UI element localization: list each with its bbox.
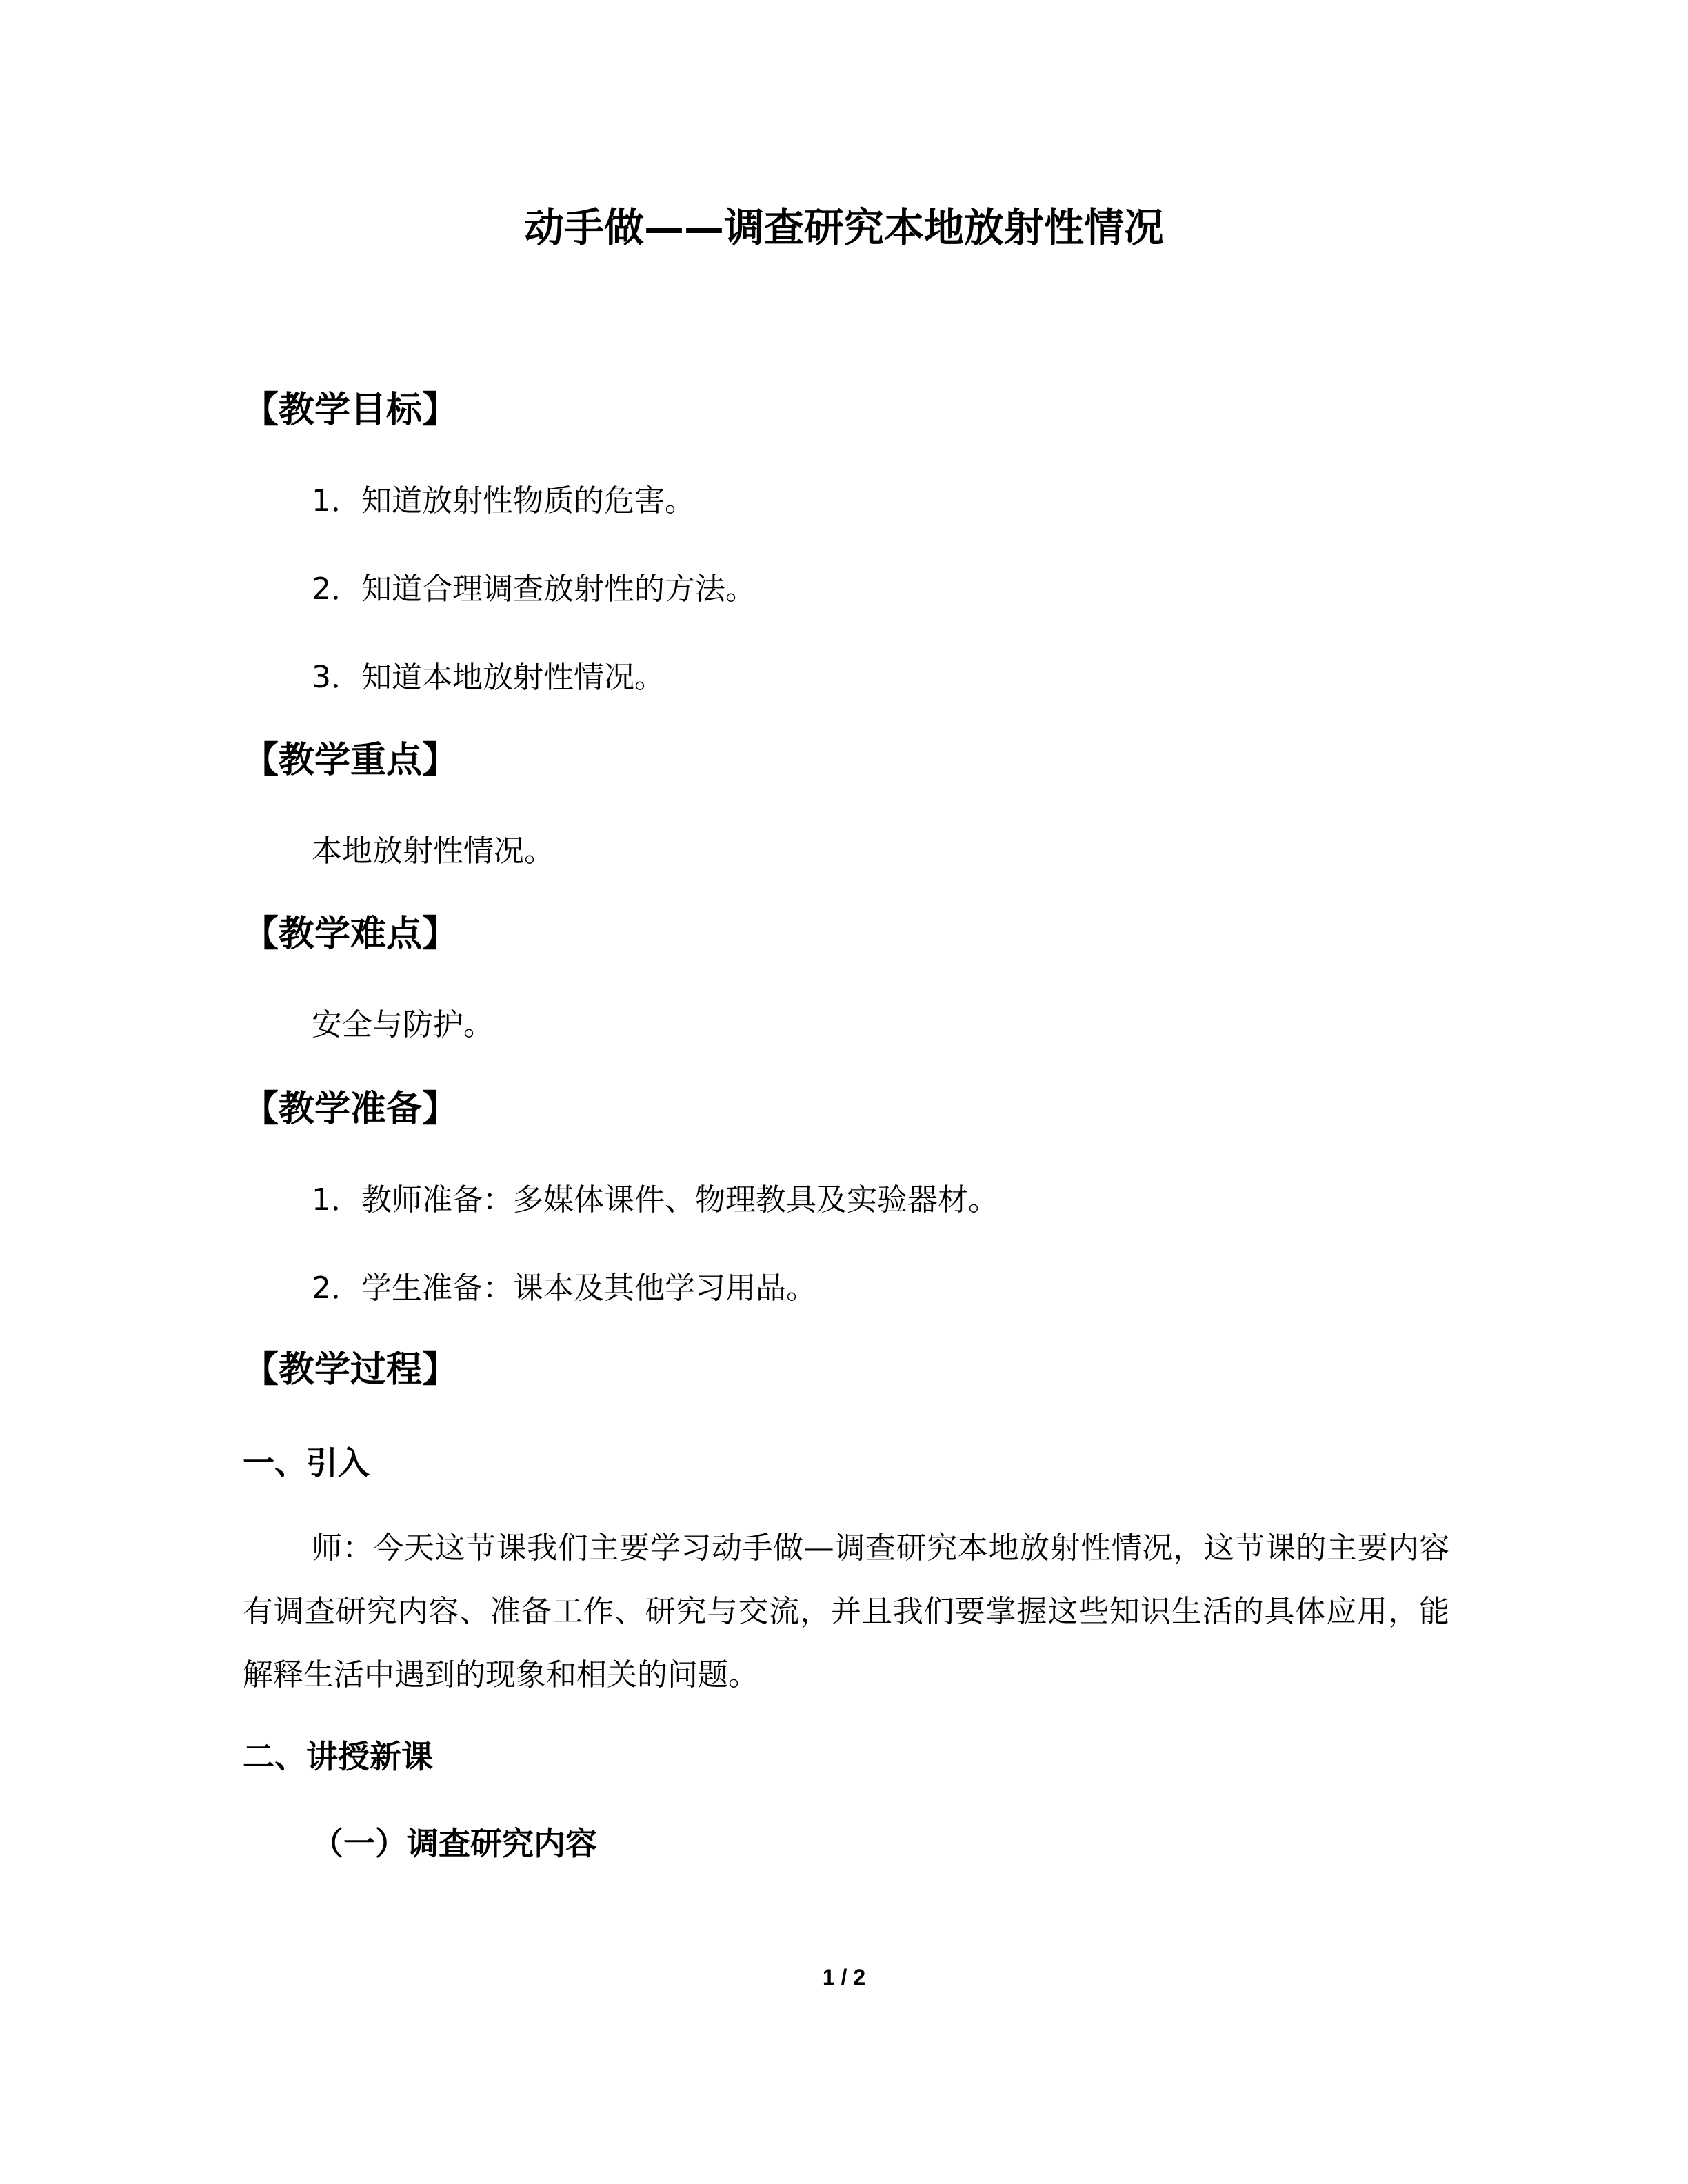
page-title: 动手做——调查研究本地放射性情况	[523, 204, 1164, 251]
intro-paragraph: 师：今天这节课我们主要学习动手做—调查研究本地放射性情况，这节课的主要内容有调查研究内容、准备工作、研究与交流，并且我们要掌握这些知识生活的具体应用，能解释生活中遇到的现象和相关的问题。	[243, 1530, 1449, 1692]
preparation-item: 2．学生准备：课本及其他学习用品。	[312, 1271, 816, 1306]
objective-item: 2．知道合理调查放射性的方法。	[312, 572, 756, 607]
process-heading: 【教学过程】	[243, 1349, 459, 1391]
objective-item: 1．知道放射性物质的危害。	[312, 483, 695, 518]
key-points-heading: 【教学重点】	[243, 740, 459, 781]
page-number: 1 / 2	[822, 1965, 866, 1990]
difficulties-text: 安全与防护。	[312, 1007, 494, 1042]
new-lesson-heading: 二、讲授新课	[243, 1738, 433, 1775]
difficulties-heading: 【教学难点】	[243, 913, 459, 955]
key-points-text: 本地放射性情况。	[312, 833, 554, 869]
preparation-heading: 【教学准备】	[243, 1089, 459, 1130]
objectives-heading: 【教学目标】	[243, 390, 459, 431]
preparation-item: 1．教师准备：多媒体课件、物理教具及实验器材。	[312, 1182, 998, 1217]
objective-item: 3．知道本地放射性情况。	[312, 660, 665, 695]
subsection-heading: （一）调查研究内容	[312, 1825, 597, 1862]
intro-heading: 一、引入	[243, 1444, 370, 1482]
